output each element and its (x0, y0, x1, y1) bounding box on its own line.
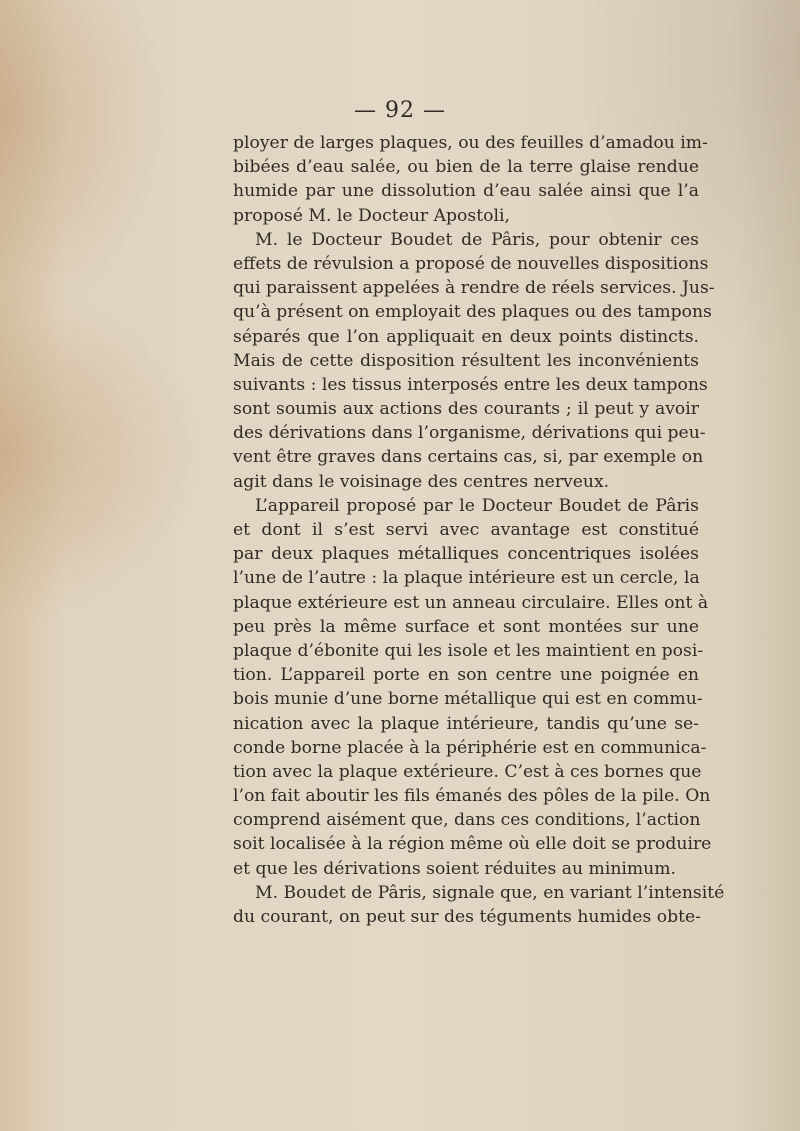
paragraph (233, 881, 725, 929)
text-line: peu près la même surface et sont montées sur une (233, 616, 699, 637)
text-line: conde borne placée à la périphérie est en communica- (233, 737, 707, 758)
body-text (233, 131, 725, 929)
text-line: bois munie d’une borne métallique qui est en commu- (233, 689, 703, 710)
text-line: Mais de cette disposition résultent les inconvénients (233, 350, 699, 371)
text-line: M. le Docteur Boudet de Pâris, pour obtenir ces (255, 229, 699, 250)
paragraph (233, 228, 715, 494)
paragraph (233, 494, 712, 881)
text-line: proposé M. le Docteur Apostoli, (233, 205, 510, 226)
text-line: par deux plaques métalliques concentriques isolées (233, 544, 699, 565)
text-line: tion. L’appareil porte en son centre une poignée en (233, 665, 699, 686)
text-line: et que les dérivations soient réduites au minimum. (233, 858, 677, 879)
paragraph (233, 131, 708, 228)
text-line: tion avec la plaque extérieure. C’est à ces bornes que (233, 761, 702, 782)
text-line: du courant, on peut sur des téguments humides obte- (233, 907, 701, 927)
text-line: comprend aisément que, dans ces conditions, l’action (233, 810, 701, 831)
text-line: l’une de l’autre : la plaque intérieure est un cercle, la (233, 568, 700, 589)
text-line: plaque extérieure est un anneau circulaire. Elles ont à (233, 592, 709, 613)
text-line: qui paraissent appelées à rendre de réels services. Jus- (233, 278, 715, 299)
text-line: sont soumis aux actions des courants ; il peut y avoir (233, 399, 699, 420)
text-line: séparés que l’on appliquait en deux points distincts. (233, 326, 699, 347)
text-line: vent être graves dans certains cas, si, par exemple on (233, 447, 704, 468)
text-line: plaque d’ébonite qui les isole et les maintient en posi- (233, 640, 704, 661)
text-line: suivants : les tissus interposés entre les deux tampons (233, 374, 708, 395)
text-line: et dont il s’est servi avec avantage est constitué (233, 520, 699, 540)
text-line: bibées d’eau salée, ou bien de la terre glaise rendue (233, 157, 699, 178)
text-line: l’on fait aboutir les fils émanés des pôles de la pile. On (233, 786, 711, 807)
text-line: humide par une dissolution d’eau salée ainsi que l’a (233, 181, 699, 202)
text-line: effets de révulsion a proposé de nouvelles dispositions (233, 253, 709, 274)
text-line: ployer de larges plaques, ou des feuilles d’amadou im- (233, 133, 708, 153)
page-number: — 92 — (354, 98, 446, 123)
text-line: qu’à présent on employait des plaques ou des tampons (233, 302, 712, 323)
text-line: nication avec la plaque intérieure, tandis qu’une se- (233, 713, 699, 734)
text-line: agit dans le voisinage des centres nerveux. (233, 471, 610, 492)
text-line: des dérivations dans l’organisme, dérivations qui peu- (233, 423, 706, 444)
text-line: M. Boudet de Pâris, signale que, en variant l’intensité (255, 882, 725, 903)
text-line: soit localisée à la région même où elle doit se produire (233, 834, 712, 855)
text-line: L’appareil proposé par le Docteur Boudet de Pâris (255, 495, 699, 516)
